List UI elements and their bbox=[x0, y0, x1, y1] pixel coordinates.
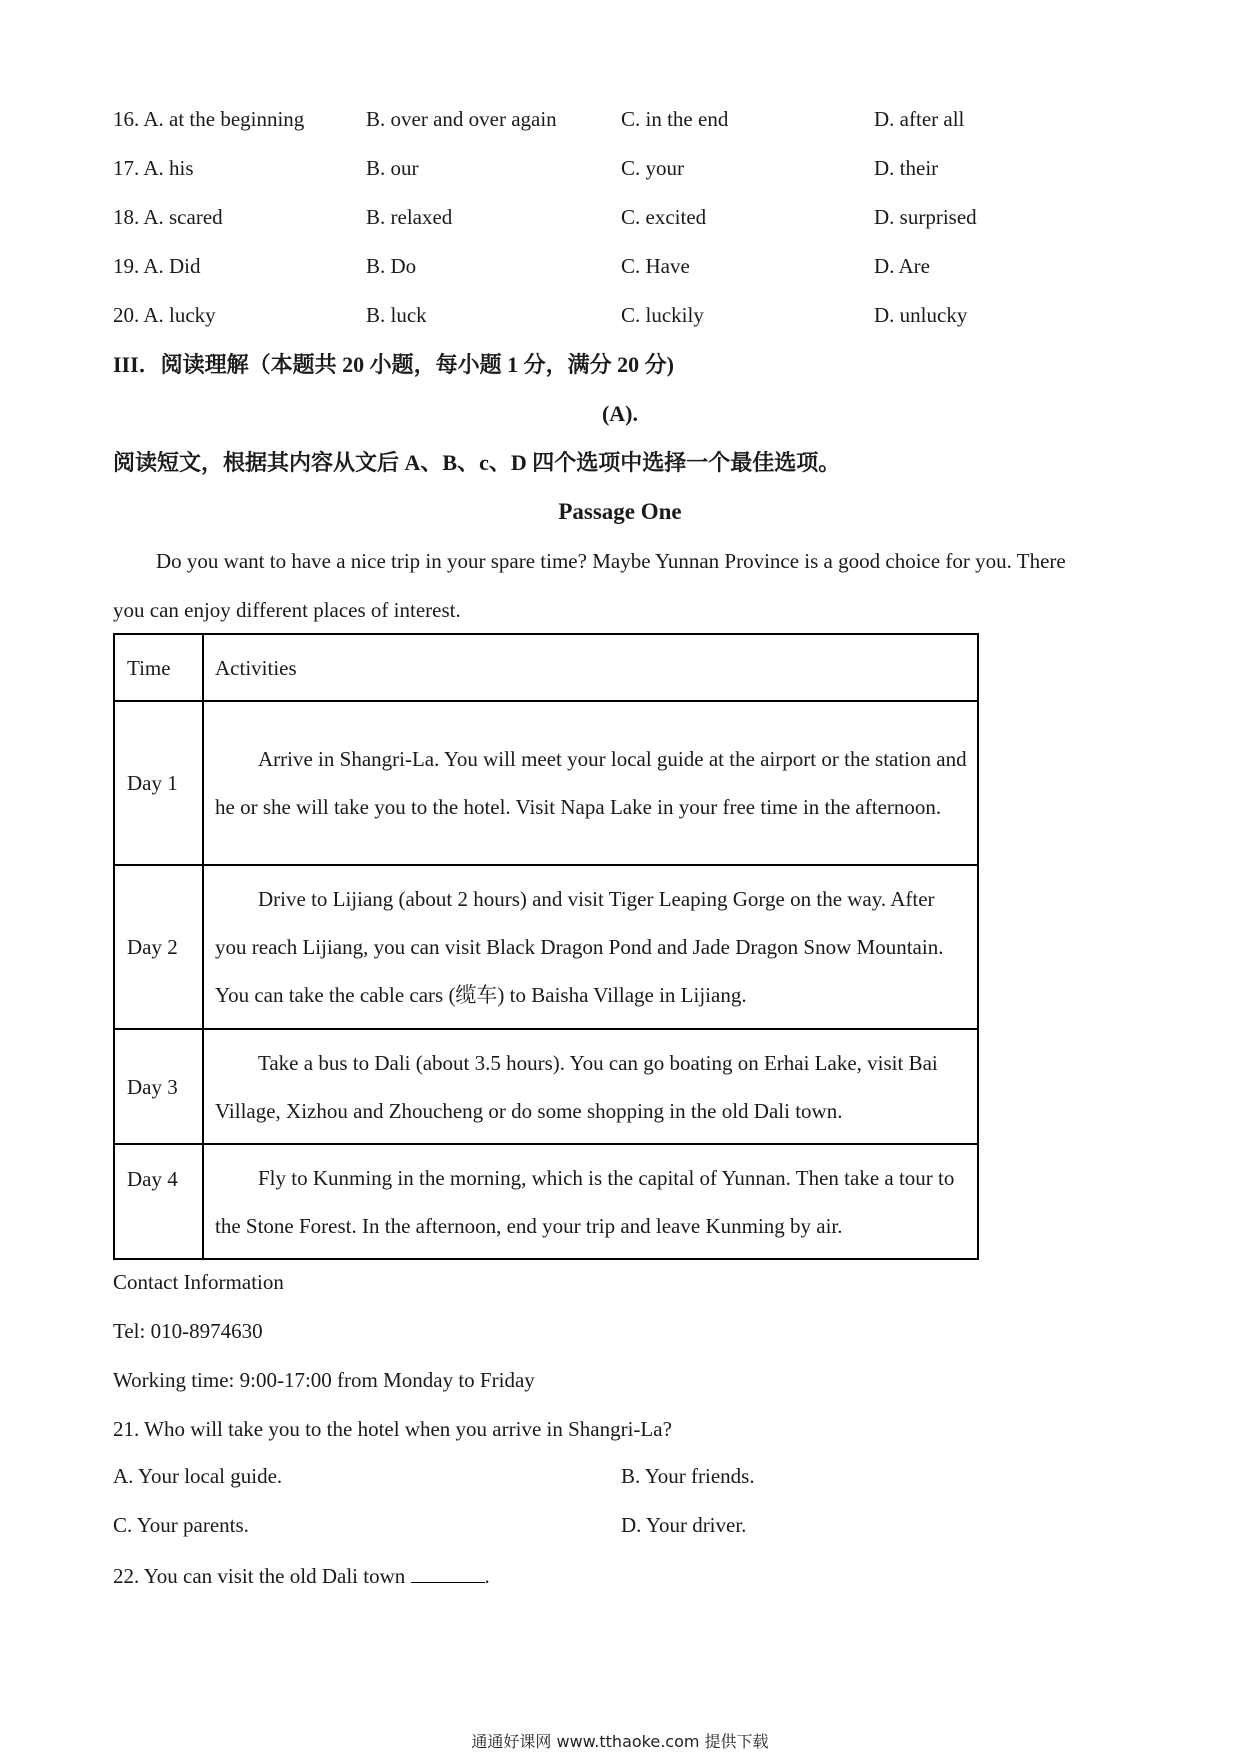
question-22 bbox=[113, 1562, 490, 1590]
answer-a: A. Your local guide. bbox=[113, 1464, 283, 1488]
option-d: D. their bbox=[874, 156, 939, 180]
option-b: B. relaxed bbox=[366, 205, 453, 229]
option-row-19 bbox=[113, 254, 1013, 282]
row-activities: Take a bus to Dali (about 3.5 hours). You can go boating on Erhai Lake, visit Bai Village, Xizhou and Zhoucheng or do some shopping in the old Dali town. bbox=[203, 1029, 978, 1144]
header-activities: Activities bbox=[203, 634, 978, 701]
option-a: 19. A. Did bbox=[113, 254, 201, 278]
answer-row bbox=[113, 1513, 1013, 1541]
row-activities: Arrive in Shangri-La. You will meet your local guide at the airport or the station and he or she will take you to the hotel. Visit Napa Lake in your free time in the afternoon. bbox=[203, 701, 978, 865]
option-row-18 bbox=[113, 205, 1013, 233]
passage-title: Passage One bbox=[558, 499, 682, 524]
option-b: B. over and over again bbox=[366, 107, 557, 131]
row-time: Day 1 bbox=[114, 701, 203, 865]
table-header-row bbox=[114, 634, 978, 701]
row-time: Day 2 bbox=[114, 865, 203, 1029]
table-row bbox=[114, 701, 978, 865]
header-time: Time bbox=[114, 634, 203, 701]
option-b: B. luck bbox=[366, 303, 427, 327]
question-22-end: . bbox=[484, 1564, 490, 1588]
table-row bbox=[114, 1029, 978, 1144]
option-c: C. excited bbox=[621, 205, 707, 229]
part-label: (A). bbox=[601, 401, 639, 426]
option-a: 20. A. lucky bbox=[113, 303, 216, 327]
table-row bbox=[114, 865, 978, 1029]
answer-blank bbox=[411, 1562, 485, 1583]
answer-row bbox=[113, 1464, 1013, 1492]
row-time: Day 3 bbox=[114, 1029, 203, 1144]
option-b: B. our bbox=[366, 156, 419, 180]
row-activities: Drive to Lijiang (about 2 hours) and visit Tiger Leaping Gorge on the way. After you reach Lijiang, you can visit Black Dragon Pond and Jade Dragon Snow Mountain. You can take the cable cars (缆车) to Baisha Village in Lijiang. bbox=[203, 865, 978, 1029]
option-c: C. in the end bbox=[621, 107, 729, 131]
question-21: 21. Who will take you to the hotel when you arrive in Shangri-La? bbox=[113, 1417, 672, 1441]
section-heading: III．阅读理解（本题共 20 小题，每小题 1 分，满分 20 分) bbox=[113, 352, 675, 377]
intro-line-2: you can enjoy different places of interest. bbox=[113, 598, 461, 622]
table-row bbox=[114, 1144, 978, 1259]
page-footer: 通通好课网 www.tthaoke.com 提供下载 bbox=[471, 1732, 769, 1751]
answer-b: B. Your friends. bbox=[621, 1464, 755, 1488]
answer-c: C. Your parents. bbox=[113, 1513, 249, 1537]
option-a: 17. A. his bbox=[113, 156, 194, 180]
option-d: D. after all bbox=[874, 107, 965, 131]
option-c: C. your bbox=[621, 156, 684, 180]
option-a: 16. A. at the beginning bbox=[113, 107, 305, 131]
option-row-17 bbox=[113, 156, 1013, 184]
row-time: Day 4 bbox=[114, 1144, 203, 1259]
option-row-20 bbox=[113, 303, 1013, 331]
option-row-16 bbox=[113, 107, 1013, 135]
option-d: D. surprised bbox=[874, 205, 977, 229]
contact-title: Contact Information bbox=[113, 1270, 284, 1294]
option-d: D. unlucky bbox=[874, 303, 968, 327]
option-c: C. luckily bbox=[621, 303, 704, 327]
answer-d: D. Your driver. bbox=[621, 1513, 747, 1537]
contact-hours: Working time: 9:00-17:00 from Monday to Friday bbox=[113, 1368, 535, 1392]
itinerary-table bbox=[113, 633, 979, 1260]
question-22-text: 22. You can visit the old Dali town bbox=[113, 1564, 406, 1588]
intro-line-1: Do you want to have a nice trip in your spare time? Maybe Yunnan Province is a good choice for you. There bbox=[156, 549, 1066, 573]
option-b: B. Do bbox=[366, 254, 417, 278]
reading-instruction: 阅读短文，根据其内容从文后 A、B、c、D 四个选项中选择一个最佳选项。 bbox=[113, 450, 841, 475]
row-activities: Fly to Kunming in the morning, which is the capital of Yunnan. Then take a tour to the Stone Forest. In the afternoon, end your trip and leave Kunming by air. bbox=[203, 1144, 978, 1259]
contact-tel: Tel: 010-8974630 bbox=[113, 1319, 263, 1343]
option-d: D. Are bbox=[874, 254, 930, 278]
option-c: C. Have bbox=[621, 254, 690, 278]
option-a: 18. A. scared bbox=[113, 205, 223, 229]
